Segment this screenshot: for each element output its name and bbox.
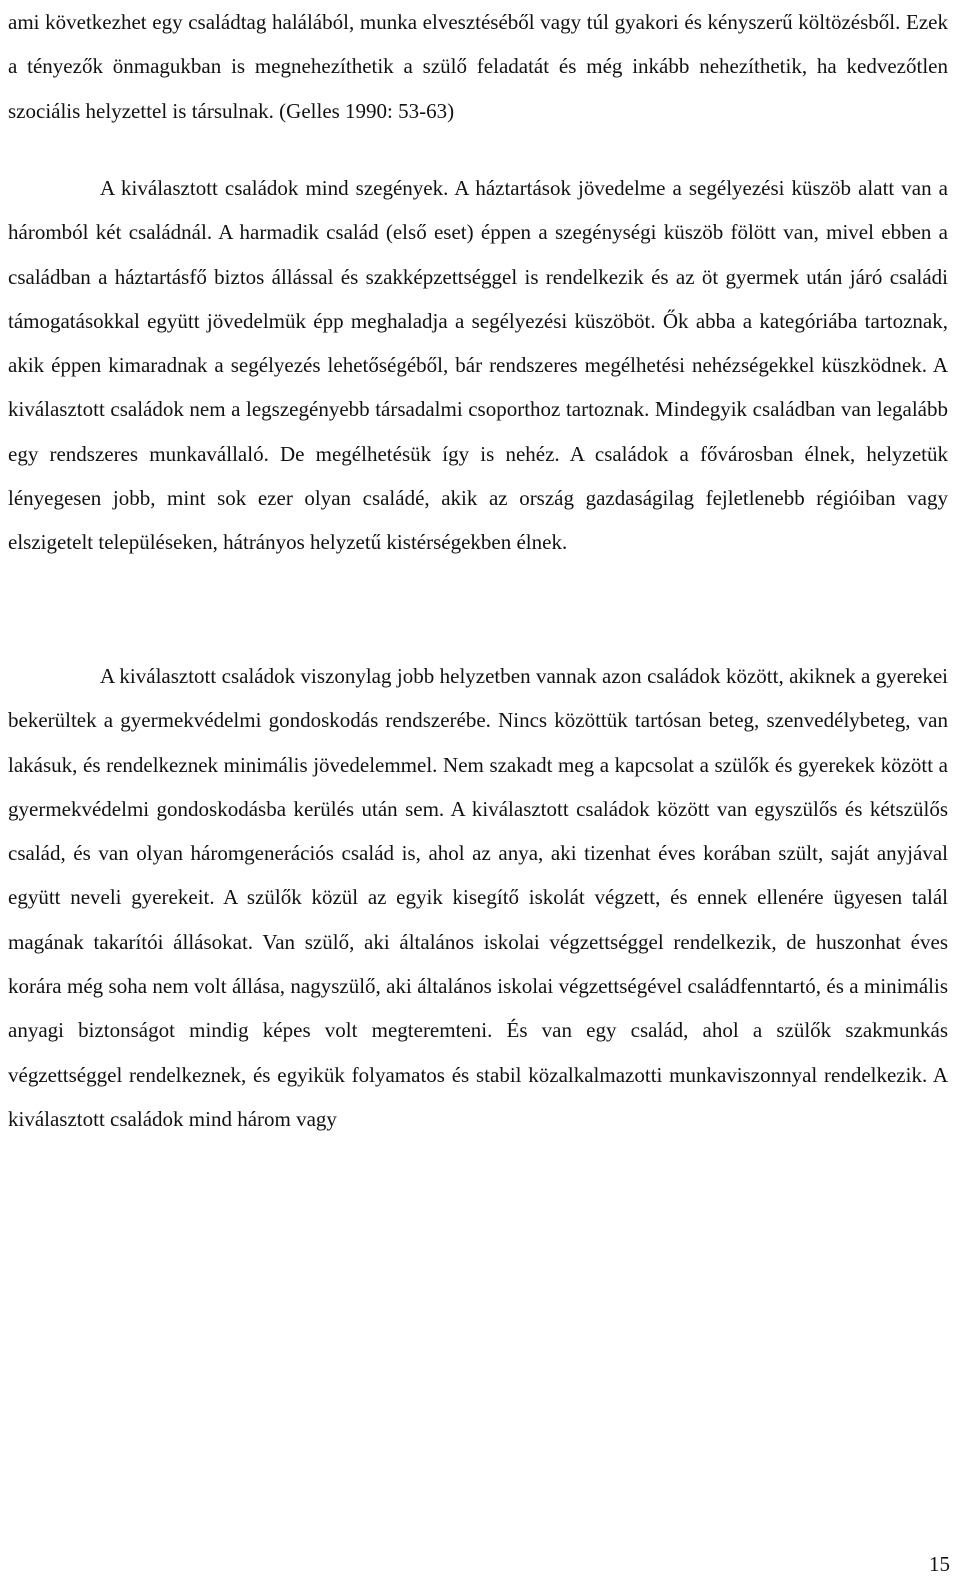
paragraph-1: ami következhet egy családtag halálából, munka elvesztéséből vagy túl gyakori és kényszerű költözésből. Ezek a tényezők önmagukban is megnehezíthetik a szülő feladatát és még inkább nehezíthetik, ha kedvezőtlen szociális helyzettel is társulnak. (Gelles 1990: 53-63) — [8, 10, 948, 123]
paragraph-3: A kiválasztott családok viszonylag jobb helyzetben vannak azon családok között, akiknek a gyerekei bekerültek a gyermekvédelmi gondoskodás rendszerébe. Nincs közöttük tartósan beteg, szenvedélybeteg, van lakásuk, és rendelkeznek minimális jövedelemmel. Nem szakadt meg a kapcsolat a szülők és gyerekek között a gyermekvédelmi gondoskodásba kerülés után sem. A kiválasztott családok között van egyszülős és kétszülős család, és van olyan háromgenerációs család is, ahol az anya, aki tizenhat éves korában szült, saját anyjával együtt neveli gyerekeit. A szülők közül az egyik kisegítő iskolát végzett, és ennek ellenére ügyesen talál magának takarítói állásokat. Van szülő, aki általános iskolai végzettséggel rendelkezik, de huszonhat éves korára még soha nem volt állása, nagyszülő, aki általános iskolai végzettségével családfenntartó, és a minimális anyagi biztonságot mindig képes volt megteremteni. És van egy család, ahol a szülők szakmunkás végzettséggel rendelkeznek, és egyikük folyamatos és stabil közalkalmazotti munkaviszonnyal rendelkezik. A kiválasztott családok mind három vagy — [8, 664, 948, 1131]
page-number: 15 — [929, 1552, 950, 1576]
paragraph-2: A kiválasztott családok mind szegények. A háztartások jövedelme a segélyezési küszöb alatt van a háromból két családnál. A harmadik család (első eset) éppen a szegénységi küszöb fölött van, mivel ebben a családban a háztartásfő biztos állással és szakképzettséggel is rendelkezik és az öt gyermek után járó családi támogatásokkal együtt jövedelmük épp meghaladja a segélyezési küszöböt. Ők abba a kategóriába tartoznak, akik éppen kimaradnak a segélyezés lehetőségéből, bár rendszeres megélhetési nehézségekkel küszködnek. A kiválasztott családok nem a legszegényebb társadalmi csoporthoz tartoznak. Mindegyik családban van legalább egy rendszeres munkavállaló. De megélhetésük így is nehéz. A családok a fővárosban élnek, helyzetük lényegesen jobb, mint sok ezer olyan családé, akik az ország gazdaságilag fejletlenebb régióiban vagy elszigetelt településeken, hátrányos helyzetű kistérségekben élnek. — [8, 176, 948, 555]
